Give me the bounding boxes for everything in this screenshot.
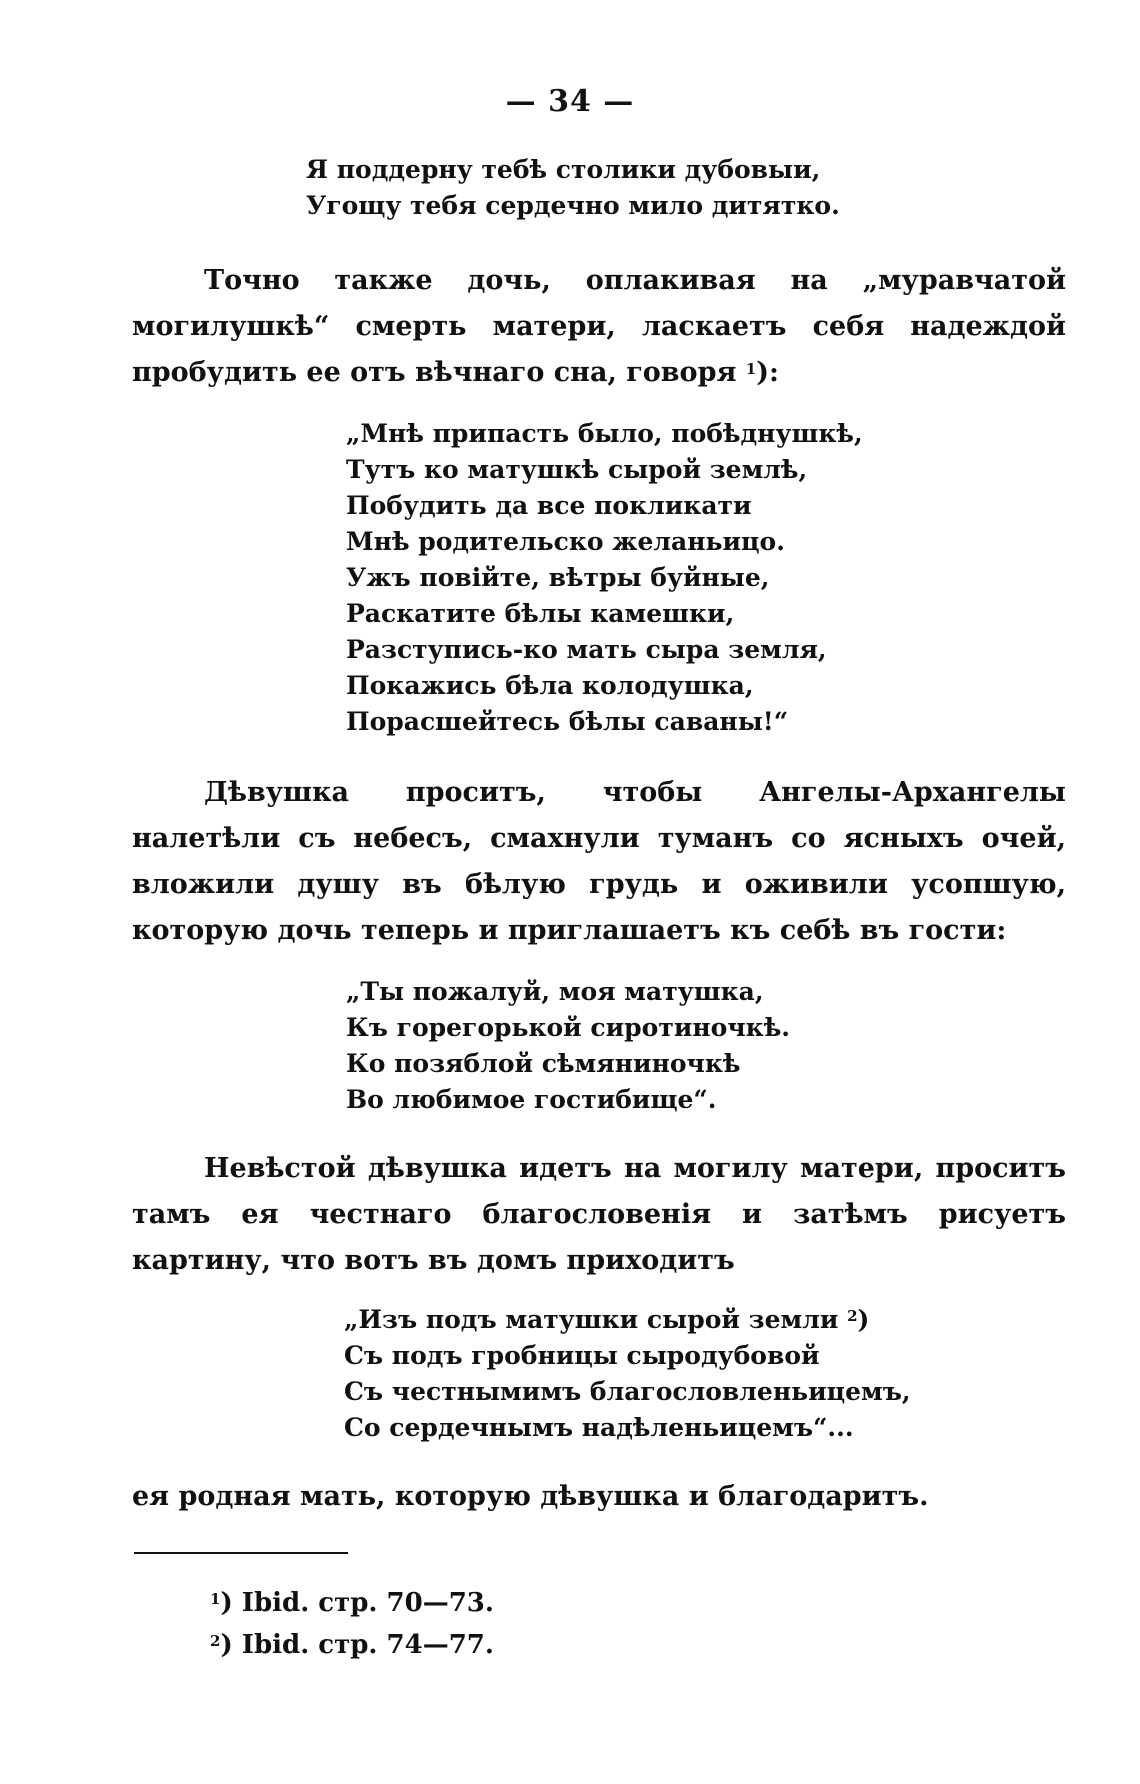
verse-line-text: „Изъ подъ матушки сырой земли [344,1305,839,1334]
verse-line: „Ты пожалуй, моя матушка, [346,977,764,1006]
verse-line: Я поддерну тебѣ столики дубовыи, [306,155,821,184]
footnote-mark: 2 [210,1632,221,1650]
paragraph-2 [132,770,1066,954]
verse-line: Раскатите бѣлы камешки, [346,599,735,628]
verse-line: Со сердечнымъ надѣленьицемъ“... [344,1413,854,1442]
verse-block-1 [306,152,840,224]
paragraph-text: Точно также дочь, оплакивая на „муравчатой могилушкѣ“ смерть матери, ласкаетъ себя надеждой пробудить ее отъ вѣчнаго сна, говоря [132,265,1066,388]
page-number: — 34 — [505,84,635,119]
paragraph-text: ея родная мать, которую дѣвушка и благодаритъ. [132,1481,929,1512]
verse-line: Ко позяблой сѣмяниночкѣ [346,1049,741,1078]
verse-line: Тутъ ко матушкѣ сырой землѣ, [346,455,808,484]
footnote: $^2$) Ibid. стр. 74—77. [210,1630,494,1660]
paragraph-tail: ): [756,357,779,388]
footnote-rule [134,1552,348,1554]
verse-line: Покажись бѣла колодушка, [346,671,754,700]
footnote-ref: 2 [847,1307,858,1325]
verse-block-3 [346,974,790,1118]
footnote-text: Ibid. стр. 70—73. [241,1588,494,1618]
verse-line: „Мнѣ припасть было, побѣднушкѣ, [346,419,863,448]
verse-line: Побудить да все покликати [346,491,752,520]
verse-line: Съ честнымимъ благословленьицемъ, [344,1377,911,1406]
verse-line: Порасшейтесь бѣлы саваны!“ [346,707,789,736]
verse-line: Во любимое гостибище“. [346,1085,717,1114]
footnotes [210,1582,494,1666]
verse-line: Къ горегорькой сиротиночкѣ. [346,1013,790,1042]
verse-line: Разступись-ко мать сыра земля, [346,635,827,664]
footnote-ref: 1 [745,360,757,378]
verse-line [344,1302,911,1338]
footnote-text: Ibid. стр. 74—77. [241,1630,494,1660]
verse-block-4 [344,1302,911,1446]
verse-line: Съ подъ гробницы сыродубовой [344,1341,820,1370]
verse-line: Угощу тебя сердечно мило дитятко. [306,191,840,220]
verse-line-tail: ) [857,1305,870,1334]
paragraph-1 [132,258,1066,396]
verse-line: Ужъ повiйте, вѣтры буйные, [346,563,770,592]
footnote-mark: 1 [210,1590,221,1608]
footnote: $^1$) Ibid. стр. 70—73. [210,1588,494,1618]
paragraph-text: Дѣвушка проситъ, чтобы Ангелы-Архангелы налетѣли съ небесъ, смахнули туманъ со ясныхъ очей, вложили душу въ бѣлую грудь и оживили усопшую, которую дочь теперь и приглашаетъ къ себѣ въ гости: [132,777,1066,946]
verse-line: Мнѣ родительско желаньицо. [346,527,785,556]
verse-block-2 [346,416,863,740]
paragraph-4 [132,1474,1066,1520]
paragraph-text: Невѣстой дѣвушка идетъ на могилу матери, проситъ тамъ ея честнаго благословенія и затѣмъ рисуетъ картину, что вотъ въ домъ приходитъ [132,1153,1066,1276]
paragraph-3 [132,1146,1066,1284]
